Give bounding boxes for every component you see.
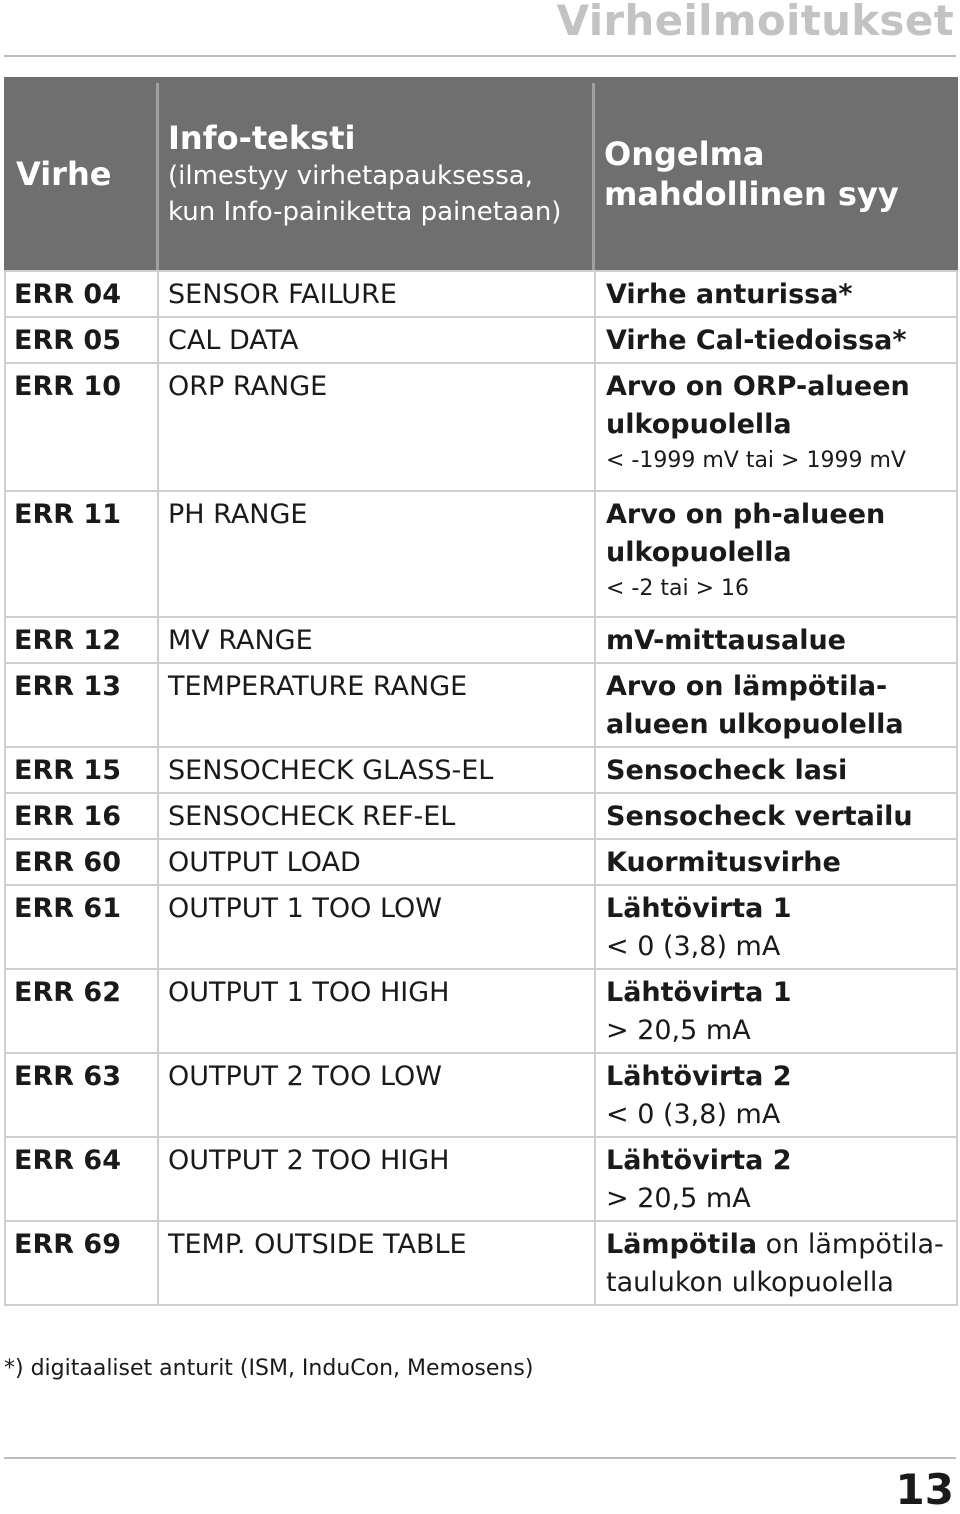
cause-normal-part: on lämpötila- [757, 1229, 944, 1260]
header-separator [592, 83, 595, 270]
header-problem-line1: Ongelma [604, 134, 765, 173]
cause-value: < 0 (3,8) mA [606, 931, 781, 962]
table-row [6, 616, 956, 662]
cause-line: Lähtövirta 1 [606, 893, 792, 924]
header-separator [156, 83, 159, 270]
cause-line [606, 1226, 944, 1264]
cause-line: Arvo on lämpötila- [606, 671, 888, 702]
error-code: ERR 05 [14, 325, 121, 356]
error-code: ERR 62 [14, 977, 121, 1008]
header-virhe-label: Virhe [16, 154, 112, 193]
table-row [6, 662, 956, 746]
table-row [6, 792, 956, 838]
cause-line: Arvo on ph-alueen [606, 499, 886, 530]
cause-line: ulkopuolella [606, 537, 792, 568]
cause-range: < -1999 mV tai > 1999 mV [606, 448, 906, 473]
table-row [6, 1220, 956, 1304]
table-row [6, 1136, 956, 1220]
problem-cause [606, 970, 792, 1050]
table-row [6, 1052, 956, 1136]
cause-bold-part: Lämpötila [606, 1229, 758, 1260]
title-divider [4, 55, 956, 57]
cause-range: < -2 tai > 16 [606, 576, 749, 601]
footnote: *) digitaaliset anturit (ISM, InduCon, Memosens) [4, 1356, 534, 1381]
error-code: ERR 11 [14, 499, 121, 530]
footer-divider [4, 1457, 956, 1459]
cause-line: alueen ulkopuolella [606, 709, 904, 740]
error-code: ERR 64 [14, 1145, 121, 1176]
cause-line: Arvo on ORP-alueen [606, 371, 910, 402]
cause-line: ulkopuolella [606, 409, 792, 440]
header-problem [604, 77, 954, 270]
table-body [4, 270, 958, 1306]
header-info-line2: (ilmestyy virhetapauksessa, [168, 160, 533, 191]
info-text: TEMP. OUTSIDE TABLE [168, 1229, 467, 1260]
info-text: ORP RANGE [168, 371, 328, 402]
problem-cause [606, 364, 910, 478]
info-text: PH RANGE [168, 499, 308, 530]
error-code: ERR 15 [14, 755, 121, 786]
problem-cause [606, 1222, 944, 1302]
error-code: ERR 10 [14, 371, 121, 402]
page-title: Virheilmoitukset [556, 0, 954, 45]
cause-value: < 0 (3,8) mA [606, 1099, 781, 1130]
info-text: OUTPUT 1 TOO LOW [168, 893, 442, 924]
table-row [6, 968, 956, 1052]
info-text: OUTPUT 2 TOO HIGH [168, 1145, 450, 1176]
error-code: ERR 69 [14, 1229, 121, 1260]
table-row [6, 490, 956, 616]
error-code: ERR 12 [14, 625, 121, 656]
error-table [4, 77, 958, 1306]
page-number: 13 [895, 1465, 954, 1514]
problem-cause: mV-mittausalue [606, 625, 846, 656]
header-info-text [168, 77, 598, 270]
info-text: OUTPUT LOAD [168, 847, 361, 878]
error-code: ERR 60 [14, 847, 121, 878]
problem-cause: Kuormitusvirhe [606, 847, 841, 878]
cause-line: Lähtövirta 2 [606, 1061, 792, 1092]
table-row [6, 838, 956, 884]
problem-cause: Sensocheck vertailu [606, 801, 913, 832]
error-code: ERR 61 [14, 893, 121, 924]
info-text: OUTPUT 1 TOO HIGH [168, 977, 450, 1008]
info-text: SENSOR FAILURE [168, 279, 397, 310]
header-info-line3: kun Info-painiketta painetaan) [168, 196, 562, 227]
info-text: TEMPERATURE RANGE [168, 671, 468, 702]
table-header [4, 77, 958, 270]
problem-cause [606, 886, 792, 966]
problem-cause: Sensocheck lasi [606, 755, 848, 786]
table-row [6, 884, 956, 968]
problem-cause [606, 1054, 792, 1134]
cause-value: > 20,5 mA [606, 1183, 751, 1214]
error-code: ERR 13 [14, 671, 121, 702]
info-text: SENSOCHECK REF-EL [168, 801, 456, 832]
problem-cause [606, 1138, 792, 1218]
error-code: ERR 16 [14, 801, 121, 832]
header-problem-line2: mahdollinen syy [604, 174, 899, 213]
cause-line: taulukon ulkopuolella [606, 1267, 894, 1298]
cause-value: > 20,5 mA [606, 1015, 751, 1046]
error-code: ERR 04 [14, 279, 121, 310]
cause-line: Lähtövirta 2 [606, 1145, 792, 1176]
info-text: SENSOCHECK GLASS-EL [168, 755, 494, 786]
table-row [6, 270, 956, 316]
table-row [6, 316, 956, 362]
header-virhe [16, 77, 156, 270]
cause-line: Lähtövirta 1 [606, 977, 792, 1008]
problem-cause: Virhe Cal-tiedoissa* [606, 325, 907, 356]
problem-cause [606, 664, 904, 744]
table-row [6, 362, 956, 490]
error-code: ERR 63 [14, 1061, 121, 1092]
info-text: MV RANGE [168, 625, 313, 656]
problem-cause: Virhe anturissa* [606, 279, 853, 310]
info-text: CAL DATA [168, 325, 299, 356]
problem-cause [606, 492, 885, 606]
info-text: OUTPUT 2 TOO LOW [168, 1061, 442, 1092]
header-info-title: Info-teksti [168, 118, 356, 157]
table-row [6, 746, 956, 792]
